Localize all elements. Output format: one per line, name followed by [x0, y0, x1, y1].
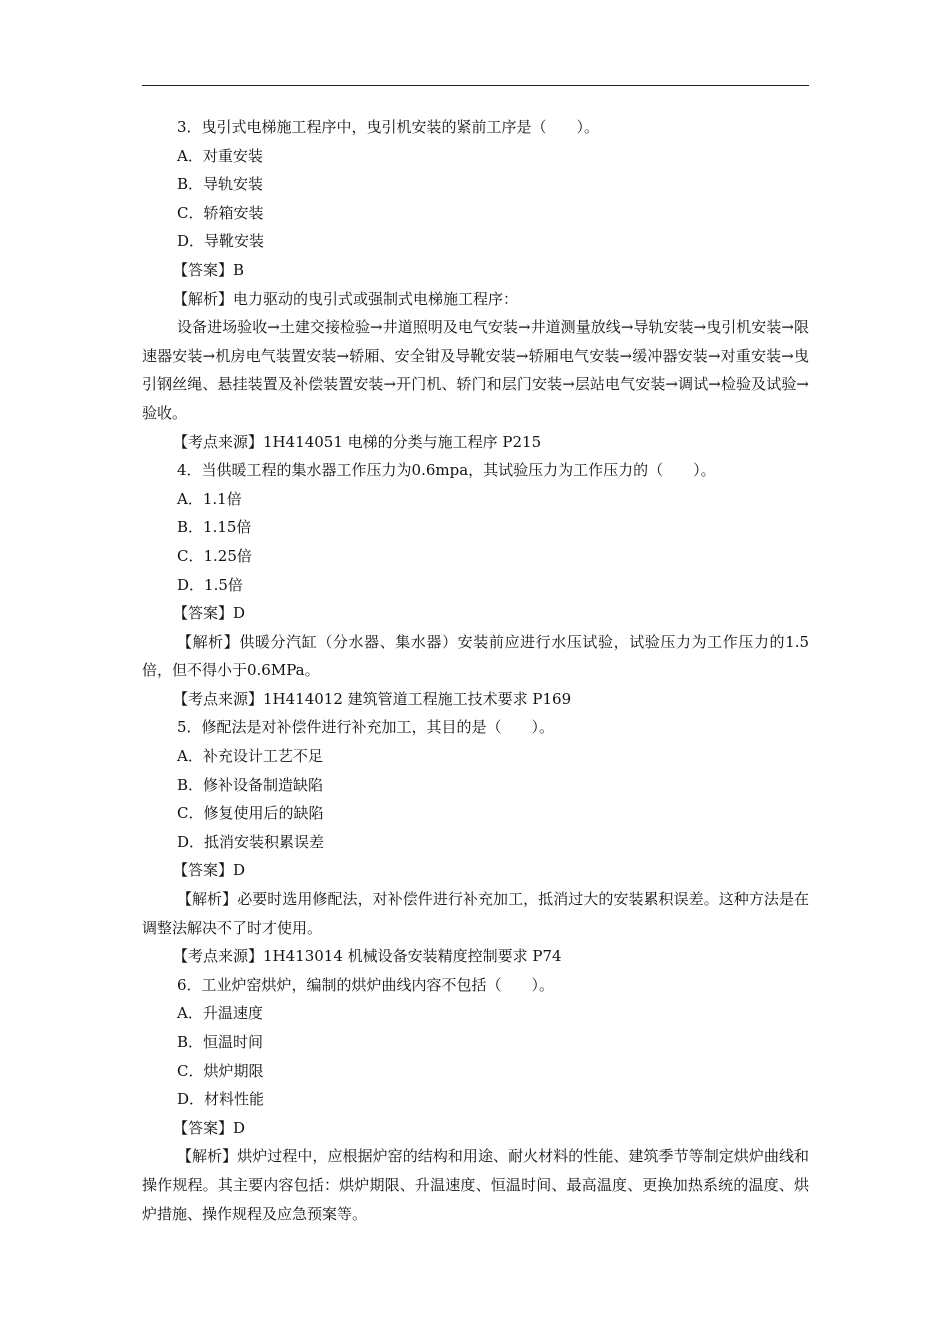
option-d: D．抵消安装积累误差 [177, 832, 325, 851]
question-block-5 [142, 713, 809, 970]
question-block-3 [142, 113, 809, 456]
analysis-body: 设备进场验收→土建交接检验→井道照明及电气安装→井道测量放线→导轨安装→曳引机安装→限速器安装→机房电气装置安装→轿厢、安全钳及导靴安装→轿厢电气安装→缓冲器安装→对重安装→曳引钢丝绳、悬挂装置及补偿装置安装→开门机、轿门和层门安装→层站电气安装→调试→检验及试验→验收。 [142, 318, 809, 422]
option-b: B．导轨安装 [177, 175, 264, 194]
question-text: 5．修配法是对补偿件进行补充加工，其目的是（ ）。 [177, 718, 555, 737]
source: 【考点来源】1H413014 机械设备安装精度控制要求 P74 [173, 947, 562, 966]
option-a: A．升温速度 [177, 1004, 263, 1023]
analysis: 【解析】供暖分汽缸（分水器、集水器）安装前应进行水压试验，试验压力为工作压力的1.5倍，但不得小于0.6MPa。 [142, 632, 809, 680]
question-text: 4．当供暖工程的集水器工作压力为0.6mpa，其试验压力为工作压力的（ ）。 [177, 461, 716, 480]
answer: 【答案】D [173, 861, 246, 880]
answer: 【答案】B [173, 260, 245, 279]
analysis: 【解析】电力驱动的曳引式或强制式电梯施工程序： [173, 289, 519, 308]
question-text: 6．工业炉窑烘炉，编制的烘炉曲线内容不包括（ ）。 [177, 975, 555, 994]
analysis: 【解析】必要时选用修配法，对补偿件进行补充加工，抵消过大的安装累积误差。这种方法是在调整法解决不了时才使用。 [142, 890, 809, 937]
answer: 【答案】D [173, 604, 246, 623]
question-block-4 [142, 456, 809, 713]
option-b: B．1.15倍 [177, 518, 252, 537]
option-d: D．导靴安装 [177, 232, 265, 251]
source: 【考点来源】1H414051 电梯的分类与施工程序 P215 [173, 432, 542, 451]
document-body [142, 113, 809, 1228]
option-a: A．补充设计工艺不足 [177, 747, 323, 766]
option-b: B．修补设备制造缺陷 [177, 775, 324, 794]
option-c: C．轿箱安装 [177, 203, 264, 222]
answer: 【答案】D [173, 1118, 246, 1137]
option-c: C．1.25倍 [177, 546, 252, 565]
option-c: C．烘炉期限 [177, 1061, 264, 1080]
option-a: A．1.1倍 [177, 489, 242, 508]
option-d: D．材料性能 [177, 1090, 265, 1109]
option-a: A．对重安装 [177, 146, 263, 165]
option-c: C．修复使用后的缺陷 [177, 804, 324, 823]
option-d: D．1.5倍 [177, 575, 243, 594]
question-text: 3．曳引式电梯施工程序中，曳引机安装的紧前工序是（ ）。 [177, 118, 600, 136]
source: 【考点来源】1H414012 建筑管道工程施工技术要求 P169 [173, 689, 572, 708]
header-rule [142, 85, 809, 86]
option-b: B．恒温时间 [177, 1033, 264, 1051]
analysis: 【解析】烘炉过程中，应根据炉窑的结构和用途、耐火材料的性能、建筑季节等制定烘炉曲线和操作规程。其主要内容包括：烘炉期限、升温速度、恒温时间、最高温度、更换加热系统的温度、烘炉措施、操作规程及应急预案等。 [142, 1147, 809, 1223]
question-block-6 [142, 971, 809, 1228]
